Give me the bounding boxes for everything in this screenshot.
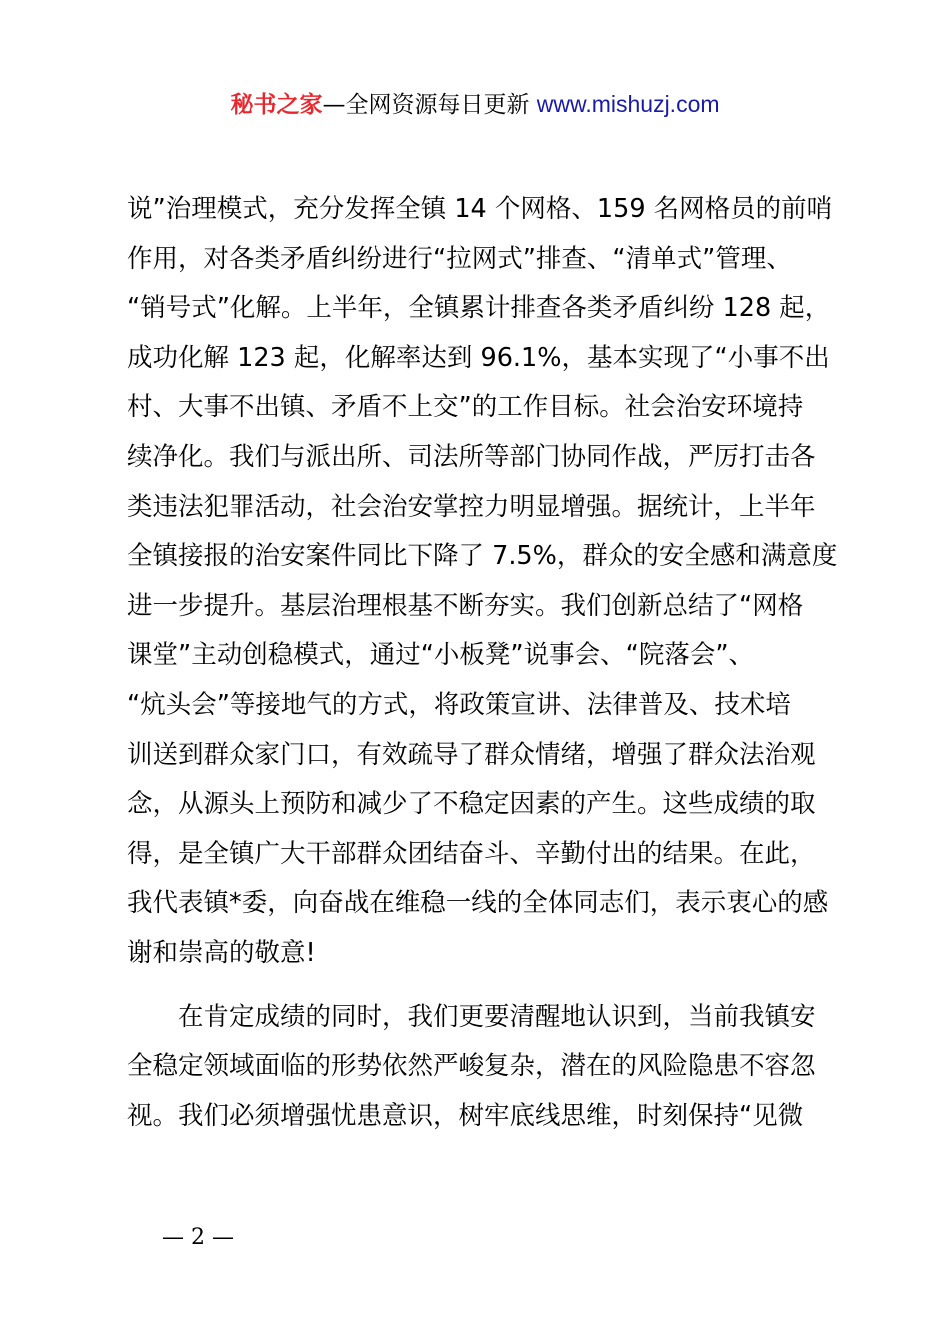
site-url-link[interactable]: www.mishuzj.com: [536, 91, 720, 117]
page-number: — 2 —: [162, 1225, 234, 1250]
document-body: [127, 185, 857, 1141]
text-line: 谢和崇高的敬意!: [127, 937, 316, 968]
text-line: 作用，对各类矛盾纠纷进行“拉网式”排查、“清单式”管理、: [127, 243, 792, 274]
text-line: 我代表镇*委，向奋战在维稳一线的全体同志们，表示衷心的感: [127, 888, 829, 919]
text-line: 全稳定领域面临的形势依然严峻复杂，潜在的风险隐患不容忽: [127, 1051, 816, 1082]
text-line: 在肯定成绩的同时，我们更要清醒地认识到，当前我镇安: [178, 1001, 816, 1032]
text-line: 续净化。我们与派出所、司法所等部门协同作战，严厉打击各: [127, 441, 816, 472]
text-line: 念，从源头上预防和减少了不稳定因素的产生。这些成绩的取: [127, 789, 816, 820]
header-tagline: —全网资源每日更新: [322, 92, 530, 118]
text-line: 课堂”主动创稳模式，通过“小板凳”说事会、“院落会”、: [127, 640, 755, 671]
brand-name: 秘书之家: [230, 92, 323, 118]
paragraph-1: [127, 185, 857, 979]
text-line: 训送到群众家门口，有效疏导了群众情绪，增强了群众法治观: [127, 739, 816, 770]
text-line: “销号式”化解。上半年，全镇累计排查各类矛盾纠纷 128 起，: [127, 293, 831, 324]
text-line: 得，是全镇广大干部群众团结奋斗、辛勤付出的结果。在此，: [127, 838, 816, 869]
site-header: [0, 88, 950, 121]
text-line: “炕头会”等接地气的方式，将政策宣讲、法律普及、技术培: [127, 689, 791, 720]
text-line: 村、大事不出镇、矛盾不上交”的工作目标。社会治安环境持: [127, 392, 804, 423]
text-line: 全镇接报的治安案件同比下降了 7.5%，群众的安全感和满意度: [127, 541, 838, 572]
text-line: 进一步提升。基层治理根基不断夯实。我们创新总结了“网格: [127, 590, 804, 621]
text-line: 成功化解 123 起，化解率达到 96.1%，基本实现了“小事不出: [127, 342, 830, 373]
text-line: 视。我们必须增强忧患意识，树牢底线思维，时刻保持“见微: [127, 1100, 804, 1131]
paragraph-gap: [127, 979, 857, 993]
paragraph-2: [127, 993, 857, 1142]
text-line: 类违法犯罪活动，社会治安掌控力明显增强。据统计，上半年: [127, 491, 816, 522]
text-line: 说”治理模式，充分发挥全镇 14 个网格、159 名网格员的前哨: [127, 194, 833, 224]
